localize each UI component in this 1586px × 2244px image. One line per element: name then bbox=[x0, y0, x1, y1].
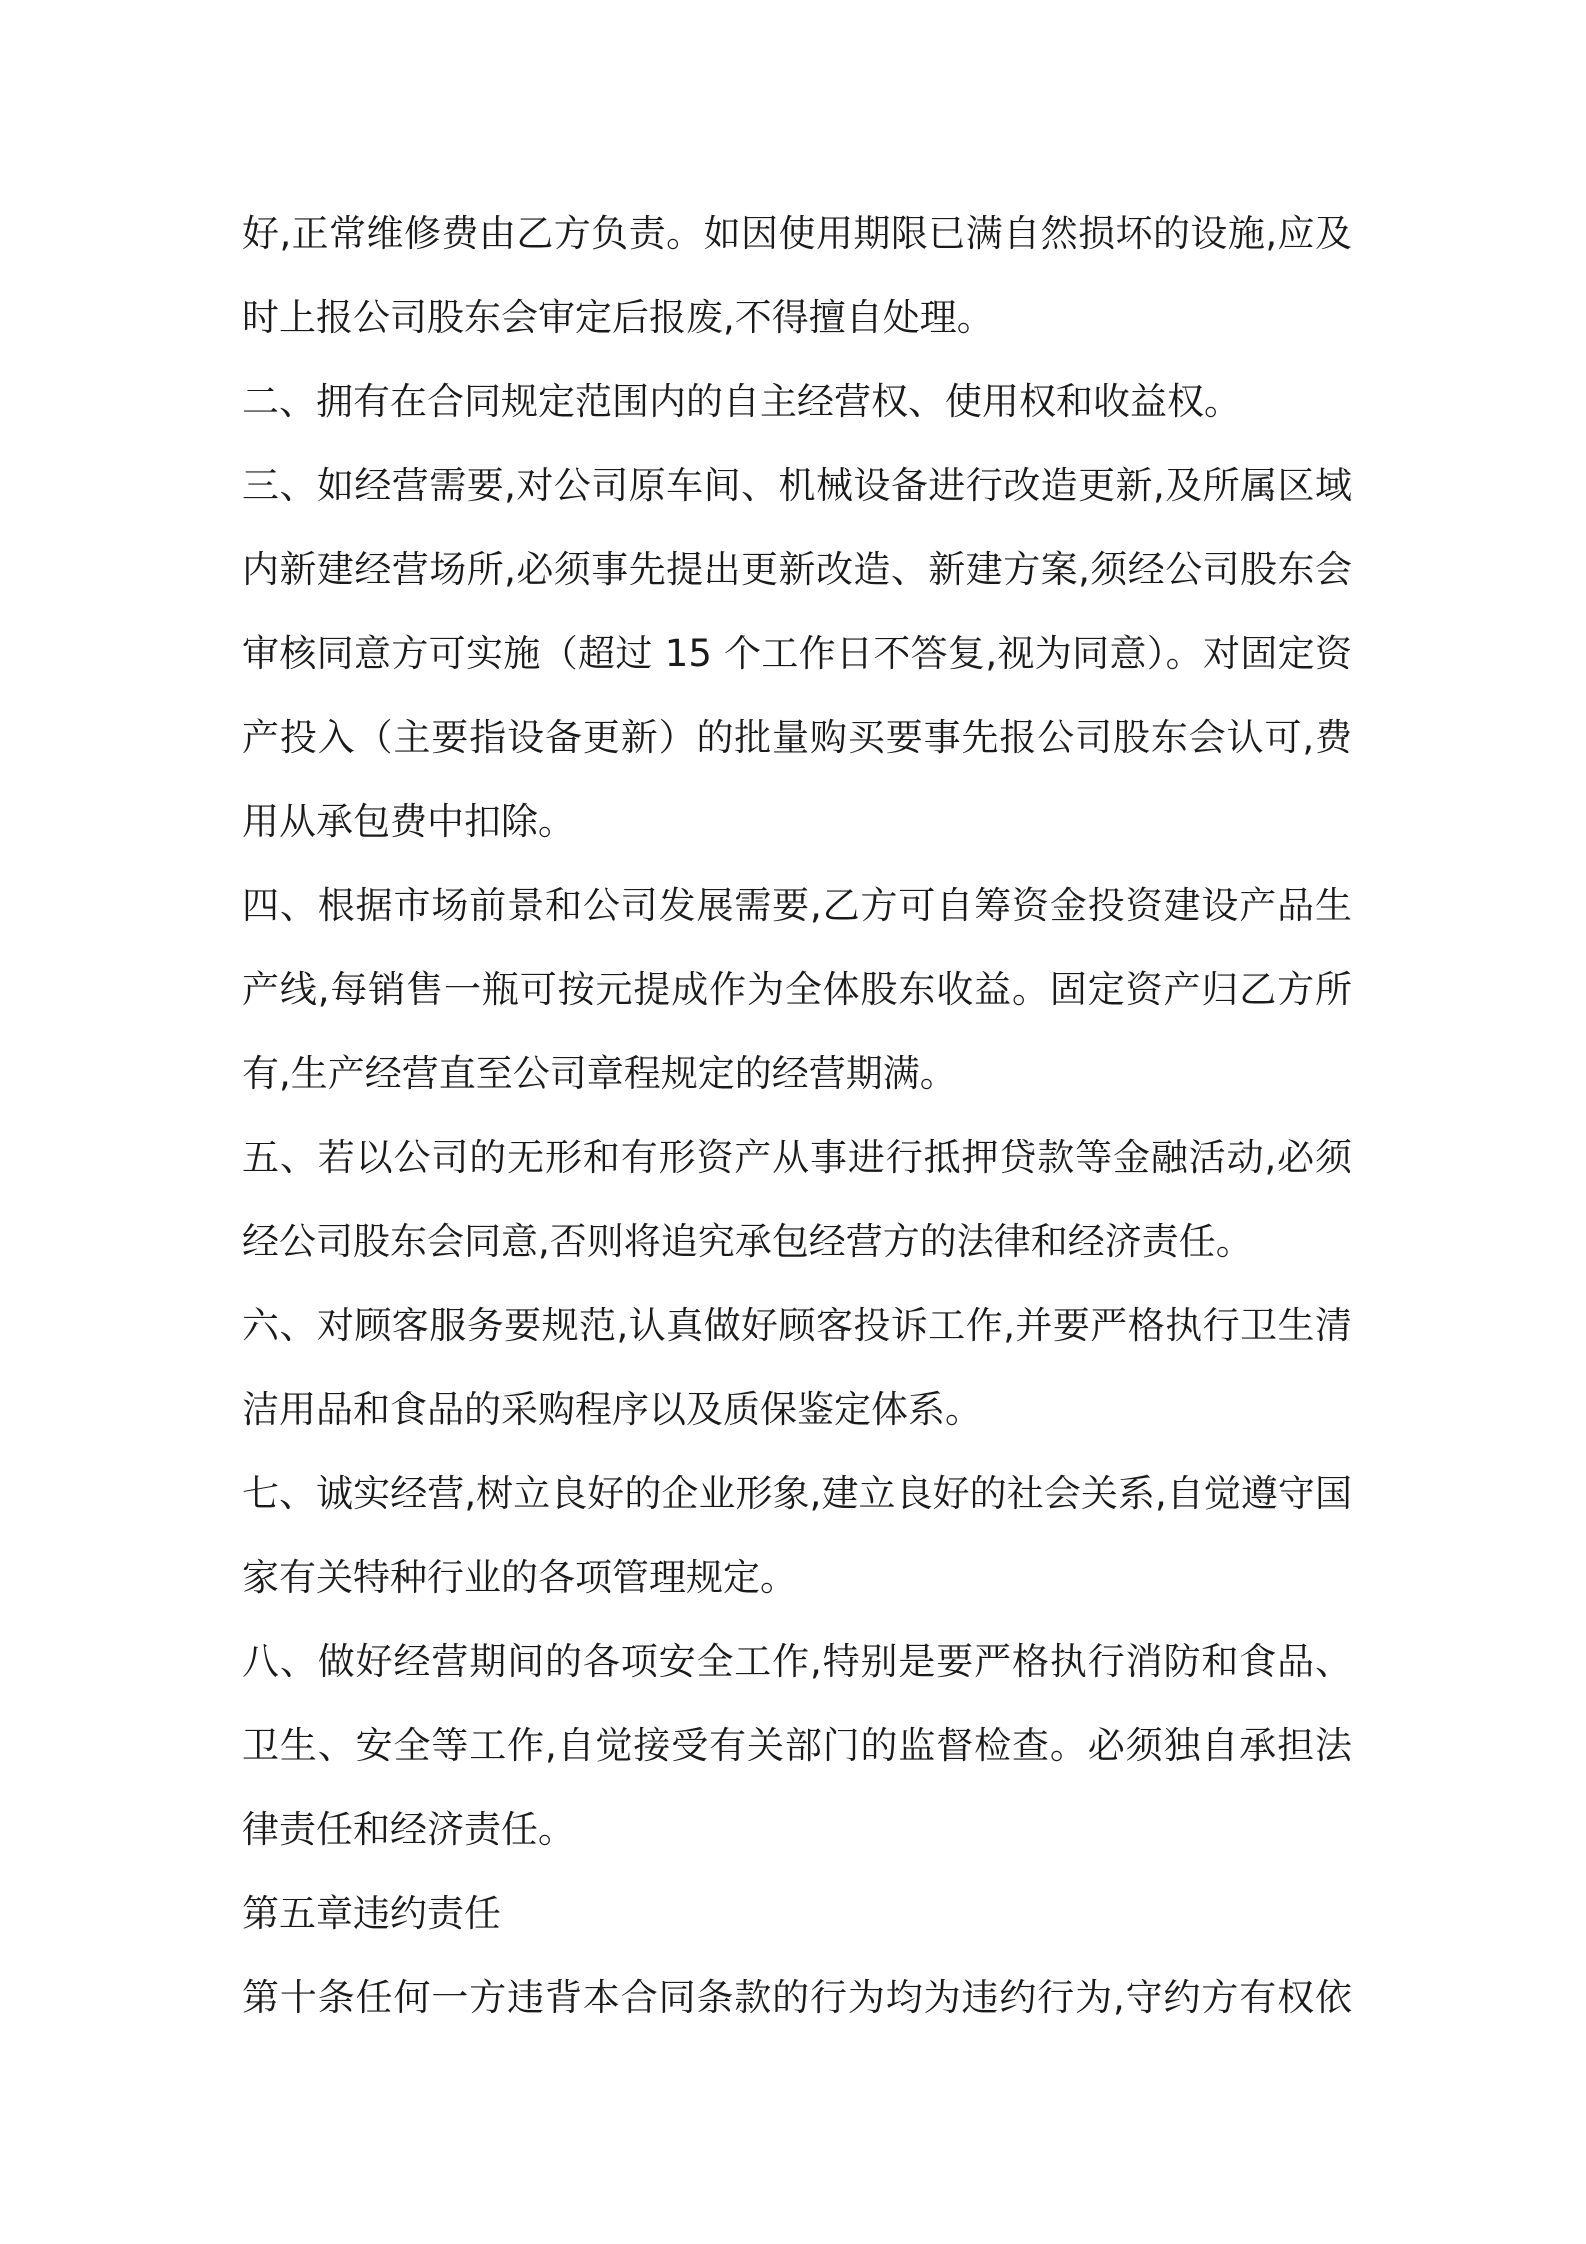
text-line: 用从承包费中扣除。 bbox=[242, 800, 575, 843]
text-line: 四、根据市场前景和公司发展需要,乙方可自筹资金投资建设产品生 bbox=[242, 884, 1352, 927]
text-line: 内新建经营场所,必须事先提出更新改造、新建方案,须经公司股东会 bbox=[242, 548, 1352, 591]
text-line: 时上报公司股东会审定后报废,不得擅自处理。 bbox=[242, 296, 994, 339]
text-line: 三、如经营需要,对公司原车间、机械设备进行改造更新,及所属区域 bbox=[242, 464, 1352, 507]
text-line: 产线,每销售一瓶可按元提成作为全体股东收益。固定资产归乙方所 bbox=[242, 968, 1352, 1011]
text-line: 律责任和经济责任。 bbox=[242, 1808, 575, 1851]
text-line: 卫生、安全等工作,自觉接受有关部门的监督检查。必须独自承担法 bbox=[242, 1724, 1352, 1767]
text-line: 经公司股东会同意,否则将追究承包经营方的法律和经济责任。 bbox=[242, 1220, 1253, 1263]
text-line: 五、若以公司的无形和有形资产从事进行抵押贷款等金融活动,必须 bbox=[242, 1136, 1352, 1179]
text-line: 六、对顾客服务要规范,认真做好顾客投诉工作,并要严格执行卫生清 bbox=[242, 1304, 1352, 1347]
text-line: 好,正常维修费由乙方负责。如因使用期限已满自然损坏的设施,应及 bbox=[242, 212, 1352, 255]
text-line: 审核同意方可实施（超过 15 个工作日不答复,视为同意）。对固定资 bbox=[242, 632, 1352, 675]
text-line: 二、拥有在合同规定范围内的自主经营权、使用权和收益权。 bbox=[242, 380, 1241, 423]
document-body bbox=[242, 192, 1352, 2040]
text-line: 第十条任何一方违背本合同条款的行为均为违约行为,守约方有权依 bbox=[242, 1976, 1352, 2019]
text-line: 产投入（主要指设备更新）的批量购买要事先报公司股东会认可,费 bbox=[242, 716, 1352, 759]
text-line: 洁用品和食品的采购程序以及质保鉴定体系。 bbox=[242, 1388, 982, 1431]
text-line: 七、诚实经营,树立良好的企业形象,建立良好的社会关系,自觉遵守国 bbox=[242, 1472, 1352, 1515]
text-line: 家有关特种行业的各项管理规定。 bbox=[242, 1556, 797, 1599]
chapter-heading: 第五章违约责任 bbox=[242, 1892, 501, 1935]
text-line: 八、做好经营期间的各项安全工作,特别是要严格执行消防和食品、 bbox=[242, 1640, 1352, 1683]
text-line: 有,生产经营直至公司章程规定的经营期满。 bbox=[242, 1052, 957, 1095]
